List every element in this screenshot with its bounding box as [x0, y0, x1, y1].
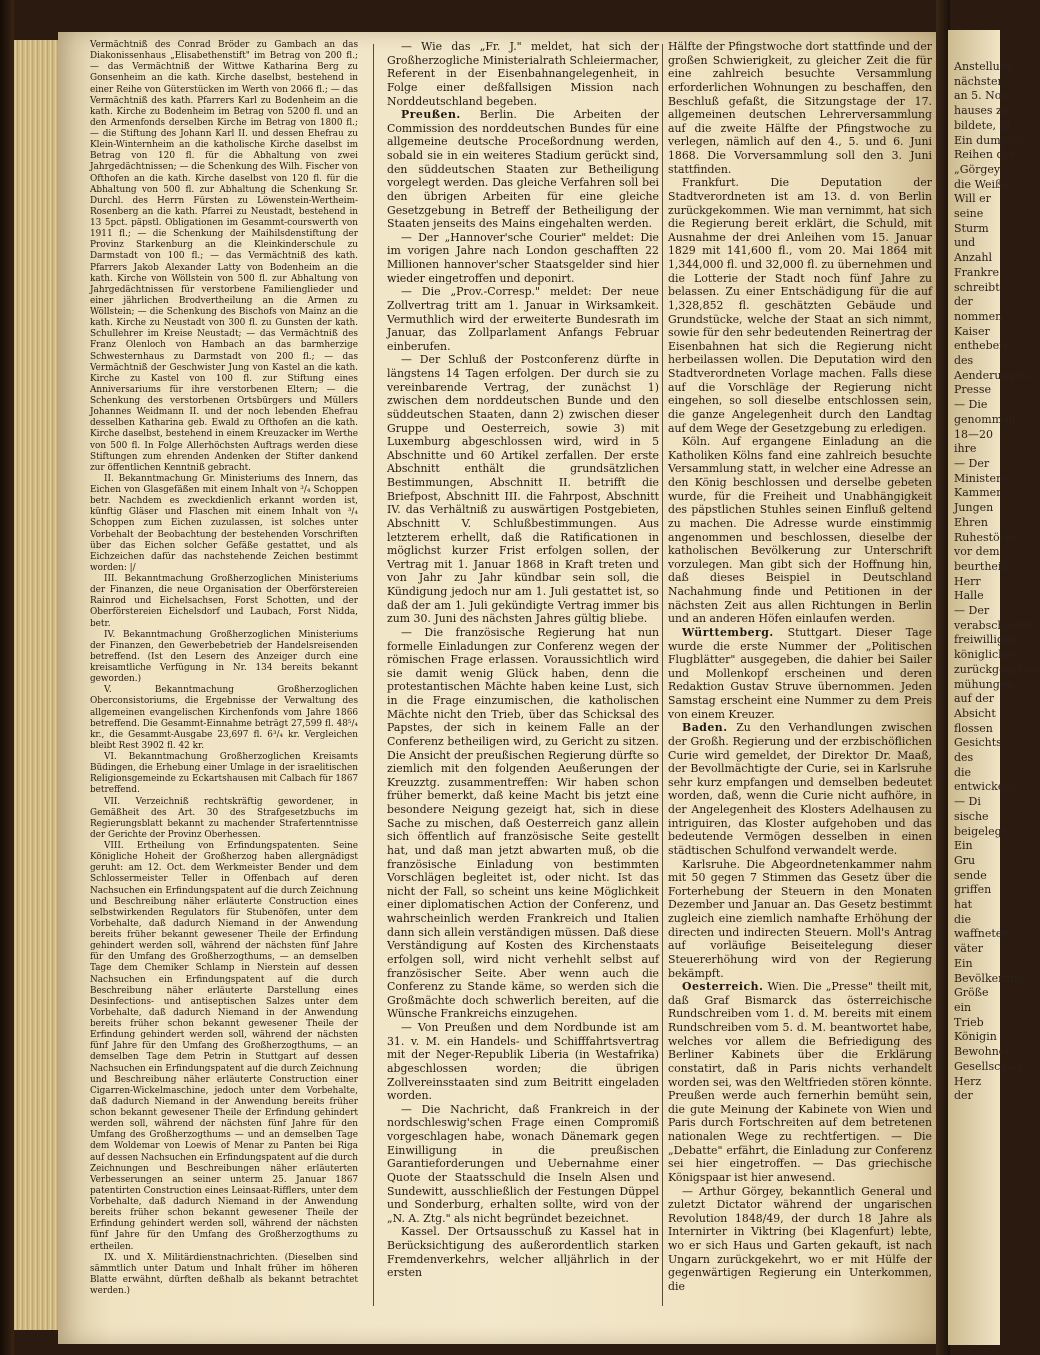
adjacent-page-line: Königin	[954, 1030, 997, 1044]
paragraph: — Die französische Regierung hat nun formelle Einladungen zur Conferenz wegen der römischen Frage erlassen. Voraussichtlich wird sie damit wenig Glück haben, denn die protestantischen Mächte haben keine Lust, sich in die Frage einzumischen, die katholischen Mächte nicht den Trieb, über das Schicksal des Papstes, der sich in keinem Falle an der Conferenz betheiligen wird, zu Gericht zu sitzen. Die Ansicht der preußischen Regierung dürfte so ziemlich mit den folgenden Aeußerungen der Kreuzztg. zusammentreffen: Wir haben schon früher bemerkt, daß keine Macht bis jetzt eine besondere Neigung gezeigt hat, sich in diese Sache zu mischen, daß Oesterreich ganz allein sich öffentlich auf französische Seite gestellt hat, und daß man jetzt abwarten muß, ob die französische Einladung von bestimmten Vorschlägen begleitet ist, oder nicht. Ist das nicht der Fall, so scheint uns keine Möglichkeit einer diplomatischen Action der Conferenz, und wahrscheinlich werden Frankreich und Italien dann sich allein verständigen müssen. Daß diese Verständigung auf Kosten des Kirchenstaats erfolgen soll, wird nicht verhehlt selbst auf französischer Seite. Aber wenn auch die Conferenz zu Stande käme, so werden sich die Großmächte doch schwerlich bereiten, auf die Wünsche Frankreichs einzugehen.	[387, 625, 659, 1021]
adjacent-page-line: seine	[954, 207, 984, 221]
paragraph: Kassel. Der Ortsausschuß zu Kassel hat in Berücksichtigung des außerordentlich starken Fremdenverkehrs, welcher alljährlich in der ersten	[387, 1225, 659, 1280]
column-divider	[373, 44, 374, 1306]
adjacent-page-line: „Görgey	[954, 162, 1001, 176]
adjacent-page-line: entwickeln	[954, 780, 1015, 794]
adjacent-page-line: Halle	[954, 589, 984, 603]
adjacent-page-line: Anzahl	[954, 251, 992, 265]
adjacent-page-line: ein	[954, 1001, 972, 1014]
adjacent-page-line: die	[954, 765, 972, 779]
adjacent-page-line: nommen	[954, 309, 1003, 323]
adjacent-page-line: nächsten	[954, 74, 1005, 88]
adjacent-page-line: Ein dumpfes	[954, 133, 1024, 147]
book-cover-edge	[0, 0, 14, 1355]
adjacent-page-text	[954, 60, 1040, 1104]
adjacent-page-line: — Di	[954, 795, 981, 809]
paragraph-with-heading	[668, 626, 932, 721]
paragraph: Berlin. Die Arbeiten der Commission des norddeutschen Bundes für eine allgemeine deutsche Proceßordnung werden, sobald sie in ein weiteres Stadium gerückt sind, den süddeutschen Staaten zur Betheiligung vorgelegt werden. Das gleiche Verfahren soll bei den übrigen Arbeiten für eine gleiche Gesetzgebung in Betreff der Betheiligung der Staaten jenseits des Mains eingehalten werden.	[387, 108, 659, 231]
adjacent-page-line: — Der	[954, 604, 990, 618]
adjacent-page-line: entheben	[954, 339, 1007, 353]
adjacent-page-line: Herr	[954, 574, 981, 588]
adjacent-page-line: väter	[954, 942, 983, 956]
adjacent-page-line: zurückgegeben	[954, 662, 1040, 676]
paragraph: — Die Nachricht, daß Frankreich in der nordschleswig'schen Frage einen Compromiß vorgeschlagen habe, wonach Dänemark gegen Einwilligung in die preußischen Garantieforderungen und Uebernahme einer Quote der Staatsschuld die Inseln Alsen und Sundewitt, ausschließlich der Festungen Düppel und Sonderburg, erhalten sollte, wird von der „N. A. Ztg." als nicht begründet bezeichnet.	[387, 1102, 659, 1225]
adjacent-page-line: Ruhestörer	[954, 530, 1017, 544]
adjacent-page-edge	[948, 30, 1040, 1345]
paragraph: VII. Verzeichniß rechtskräftig gewordener, in Gemäßheit des Art. 30 des Strafgesetzbuchs im Regierungsblatt bekannt zu machender Strafertenntnisse der Gerichte der Provinz Oberhessen.	[90, 796, 358, 840]
page-stack-edge	[14, 40, 60, 1330]
adjacent-page-line: der	[954, 295, 973, 309]
adjacent-page-line: freiwilligen	[954, 633, 1018, 647]
adjacent-page-line: Reihen der	[954, 148, 1016, 162]
adjacent-page-line: schreibt	[954, 280, 1000, 294]
adjacent-page-line: Ministers	[954, 471, 1007, 485]
paragraph: — Arthur Görgey, bekanntlich General und zuletzt Dictator während der ungarischen Revolution 1848/49, der durch 18 Jahre als Internirter in Viktring (bei Klagenfurt) lebte, wo er sich Haus und Garten gekauft, ist nach Ungarn zurückgekehrt, wo er mit Hülfe der gegenwärtigen Regierung ein Unterkommen, die	[668, 1184, 932, 1293]
adjacent-page-line: auf der	[954, 692, 995, 706]
paragraph-with-heading	[387, 108, 659, 231]
section-heading-wuerttemberg: Württemberg.	[682, 625, 774, 639]
paragraph: Frankfurt. Die Deputation der Stadtverordneten ist am 13. d. von Berlin zurückgekommen. Wie man vernimmt, hat sich die Regierung bereit erklärt, die Schuld, mit Ausnahme der drei Anleihen vom 15. Januar 1829 mit 141,600 fl., vom 20. Mai 1864 mit 1,344,000 fl. und 32,000 fl. zu übernehmen und die Lotterie der Stadt noch fünf Jahre zu belassen. Zu einer Entschädigung für die auf 1,328,852 fl. geschätzten Gebäude und Grundstücke, welche der Staat an sich nimmt, sowie für den sehr bedeutenden Reinertrag der Eisenbahnen hat sich die Regierung nicht herbeilassen wollen. Die Deputation wird den Stadtverordneten Vorlage machen. Falls diese auf die Vorschläge der Regierung nicht eingehen, so soll dieselbe entschlossen sein, die ganze Angelegenheit durch den Landtag auf dem Wege der Gesetzgebung zu erledigen.	[668, 176, 932, 435]
adjacent-page-line: Ein	[954, 839, 973, 853]
adjacent-page-line: mühungen	[954, 677, 1014, 691]
adjacent-page-line: genommen	[954, 412, 1016, 426]
adjacent-page-line: die Weiße	[954, 177, 1009, 191]
adjacent-page-line: Kaiser	[954, 324, 990, 338]
adjacent-page-line: verabschiedet	[954, 618, 1033, 632]
section-heading-baden: Baden.	[682, 721, 728, 735]
paragraph: Zu den Verhandlungen zwischen der Großh. Regierung und der erzbischöflichen Curie wird gemeldet, der Direktor Dr. Maaß, der Bevollmächtigte der Curie, sei in Karlsruhe sehr kurz empfangen und demselben bedeutet worden, daß, wenn die Curie nicht aufhöre, in der Angelegenheit des Klosters Adelhausen zu intriguiren, das Kloster aufgehoben und das bedeutende Vermögen desselben in einen städtischen Schulfond verwandelt werde.	[668, 721, 932, 857]
adjacent-page-line: Trieb	[954, 1015, 984, 1029]
paragraph-with-heading	[668, 721, 932, 857]
adjacent-page-line: Ehren	[954, 515, 988, 529]
adjacent-page-line: Kammer	[954, 486, 1002, 500]
adjacent-page-line: beigelegt	[954, 824, 1007, 838]
adjacent-page-line: Will er	[954, 192, 991, 206]
paragraph-with-heading	[668, 980, 932, 1184]
adjacent-page-line: Absicht	[954, 706, 996, 720]
adjacent-page-line: der	[954, 1089, 973, 1103]
adjacent-page-line: und	[954, 236, 976, 250]
section-heading-oesterreich: Oesterreich.	[682, 980, 764, 994]
paragraph: — Von Preußen und dem Nordbunde ist am 31. v. M. ein Handels- und Schifffahrtsvertrag mit der Neger-Republik Liberia (in Westafrika) abgeschlossen worden; die übrigen Zollvereinsstaaten sind zum Beitritt eingeladen worden.	[387, 1021, 659, 1103]
adjacent-page-line: ihre	[954, 442, 977, 456]
adjacent-page-line: Frankre	[954, 265, 999, 279]
adjacent-page-line: waffneten	[954, 927, 1010, 941]
adjacent-page-line: Anstellung,	[954, 60, 1018, 73]
adjacent-page-line: griffen	[954, 883, 992, 897]
paragraph: III. Bekanntmachung Großherzoglichen Ministeriums der Finanzen, die neue Organisation der Oberförstereien Rainrod und Eichelsachsen, Forst Schotten, und der Oberförstereien Eichelsdorf und Laubach, Forst Nidda, betr.	[90, 574, 358, 629]
section-heading-preussen: Preußen.	[401, 108, 461, 122]
adjacent-page-line: Gesichts	[954, 736, 1002, 750]
paragraph: Hälfte der Pfingstwoche dort stattfinde und der großen Schwierigkeit, zu gleicher Zeit die für eine zahlreich besuchte Versammlung erforderlichen Wohnungen zu beschaffen, den Beschluß gefaßt, die Sitzungstage der 17. allgemeinen deutschen Lehrerversammlung auf die zweite Hälfte der Pfingstwoche zu verlegen, nämlich auf den 4., 5. und 6. Juni 1868. Die Vorversammlung soll den 3. Juni stattfinden.	[668, 40, 932, 176]
adjacent-page-line: flossen	[954, 721, 993, 735]
adjacent-page-line: hauses zu	[954, 104, 1009, 118]
adjacent-page-line: — Der	[954, 456, 990, 470]
column-3	[668, 40, 932, 1294]
adjacent-page-line: Aenderungen	[954, 368, 1030, 382]
adjacent-page-line: Jungen	[954, 501, 994, 515]
adjacent-page-line: — Die	[954, 398, 988, 412]
column-1	[90, 40, 358, 1297]
paragraph: V. Bekanntmachung Großherzoglichen Oberconsistoriums, die Ergebnisse der Verwaltung des allgemeinen evangelischen Kirchenfonds vom Jahre 1866 betreffend. Die Gesammt-Einnahme beträgt 27,599 fl. 48⁵/₄ kr., die Gesammt-Ausgabe 23,697 fl. 6³/₄ kr. Vergleichen bleibt Rest 3902 fl. 42 kr.	[90, 685, 358, 751]
adjacent-page-line: die	[954, 912, 972, 926]
adjacent-page-line: Bevölkerung	[954, 971, 1025, 985]
adjacent-page-line: 18—20	[954, 427, 993, 441]
column-2	[387, 40, 659, 1280]
adjacent-page-line: bildete, in	[954, 118, 1011, 132]
paragraph: — Wie das „Fr. J." meldet, hat sich der Großherzogliche Ministerialrath Schleiermacher, Referent in der Eisenbahnangelegenheit, in Folge einer deßfallsigen Mission nach Norddeutschland begeben.	[387, 40, 659, 108]
column-divider	[662, 44, 663, 1306]
adjacent-page-line: Gesellschaft	[954, 1059, 1023, 1073]
paragraph: — Der Schluß der Postconferenz dürfte in längstens 14 Tagen erfolgen. Der durch sie zu vereinbarende Vertrag, der zunächst 1) zwischen dem norddeutschen Bunde und den süddeutschen Staaten, dann 2) zwischen dieser Gruppe und Oesterreich, sowie 3) mit Luxemburg abgeschlossen wird, wird in 5 Abschnitte und 60 Artikel zerfallen. Der erste Abschnitt enthält die grundsätzlichen Bestimmungen, Abschnitt II. betrifft die Briefpost, Abschnitt III. die Fahrpost, Abschnitt IV. das Verhältniß zu auswärtigen Postgebieten, Abschnitt V. Schlußbestimmungen. Aus letzterem erhellt, daß die Ratificationen in möglichst kurzer Frist erfolgen sollen, der Vertrag mit 1. Januar 1868 in Kraft treten und von Jahr zu Jahr kündbar sein soll, die Kündigung jedoch nur am 1. Juli gestattet ist, so daß der am 1. Juli gekündigte Vertrag immer bis zum 30. Juni des nächsten Jahres gültig bliebe.	[387, 353, 659, 626]
paragraph: VI. Bekanntmachung Großherzoglichen Kreisamts Büdingen, die Erhebung einer Umlage in der israelitischen Religionsgemeinde zu Eckartshausen mit Calbach für 1867 betreffend.	[90, 752, 358, 796]
paragraph: IX. und X. Militärdienstnachrichten. (Dieselben sind sämmtlich unter Datum und Inhalt früher im höheren Blatte erwähnt, dürften deßhalb als bekannt betrachtet werden.)	[90, 1252, 358, 1296]
adjacent-page-line: hat	[954, 898, 973, 912]
paragraph: Karlsruhe. Die Abgeordnetenkammer nahm mit 50 gegen 7 Stimmen das Gesetz über die Forterhebung der Steuern in den Monaten Dezember und Januar an. Das Gesetz bestimmt zugleich eine ziemlich namhafte Erhöhung der directen und indirecten Steuern. Moll's Antrag auf vorläufige Beiseitelegung dieser Steuererhöhung wird von der Regierung bekämpft.	[668, 857, 932, 980]
paragraph: Stuttgart. Dieser Tage wurde die erste Nummer der „Politischen Flugblätter" ausgegeben, die dahier bei Sailer und Mollenkopf erscheinen und deren Redaktion Gustav Struve übernommen. Jeden Samstag erscheint eine Nummer zu dem Preis von einem Kreuzer.	[668, 625, 932, 721]
adjacent-page-line: Gru	[954, 853, 976, 867]
adjacent-page-line: des	[954, 751, 974, 765]
adjacent-page-line: beurtheilt	[954, 559, 1010, 573]
paragraph: Wien. Die „Presse" theilt mit, daß Graf Bismarck das österreichische Rundschreiben vom 1. d. M. bereits mit einem Rundschreiben vom 5. d. M. beantwortet habe, welches vor allem die Befriedigung des Berliner Kabinets über die Erklärung constatirt, daß in Paris nichts verhandelt worden sei, was den Weltfrieden stören könnte. Preußen werde auch fernerhin bemüht sein, die gute Meinung der Kabinete von Wien und Paris durch Fortschreiten auf dem betretenen nationalen Wege zu rechtfertigen. — Die „Debatte" erfährt, die Einladung zur Conferenz sei hier eingetroffen. — Das griechische Königspaar ist hier anwesend.	[668, 980, 932, 1184]
adjacent-page-line: Größe	[954, 986, 989, 1000]
adjacent-page-line: Bewohner	[954, 1045, 1011, 1059]
paragraph: IV. Bekanntmachung Großherzoglichen Ministeriums der Finanzen, den Gewerbebetrieb der Handelsreisenden betreffend. (Ist den Lesern des Anzeiger durch eine kreisamtliche Verfügung in Nr. 134 bereits bekannt geworden.)	[90, 629, 358, 685]
adjacent-page-line: des	[954, 354, 974, 368]
paragraph: Vermächtniß des Conrad Bröder zu Gambach an das Diakonissenhaus „Elisabethenstift" im Betrag von 200 fl.; — das Vermächtniß der Wittwe Katharina Berg zu Gonsenheim an die kath. Kirche daselbst, bestehend in einer Reihe von Güterstücken im Werth von 2066 fl.; — das Vermächtniß des kath. Pfarrers Karl zu Bodenheim an die kath. Kirche zu Bodenheim im Betrag von 5200 fl. und an den Armenfonds derselben Kirche im Betrag von 1800 fl.; — die Stiftung des Johann Karl II. und dessen Ehefrau zu Klein-Winternheim an die katholische Kirche daselbst im Betrag von 120 fl. für die Abhaltung von zwei Jahrgedächtnissen; — die Schenkung des Wilh. Fischer von Ofthofen an die kath. Kirche daselbst von 120 fl. für die Abhaltung von 500 fl. zur Abhaltung die Schenkung Sr. Durchl. des Herrn Fürsten zu Löwenstein-Wertheim-Rosenberg an die kath. Pfarrei zu Neustadt, bestehend in 13 5pct. päpstl. Obligationen im Gesammt-courswerth von 1911 fl.; — die Schenkung der Maihilsdenstiftung der Provinz Starkenburg an die Kleinkinderschule zu Darmstadt von 100 fl.; — das Vermächtniß des kath. Pfarrers Jakob Alexander Latty von Bodenheim an die kath. Kirche von Wöllstein von 500 fl. zur Abhaltung von Jahrgedächtnissen für verstorbene Familienglieder und einer jährlichen Brodvertheilung an die Armen zu Wöllstein; — die Schenkung des Bischofs von Mainz an die kath. Kirche zu Neustadt von 300 fl. zu Gunsten der kath. Schullehrer im Kreise Neustadt; — das Vermächtniß des Franz Olenloch von Hambach an das barmherzige Schwesternhaus zu Darmstadt von 200 fl.; — das Vermächtniß der Geschwister Jung von Kastel an die kath. Kirche zu Kastel von 100 fl. zur Stiftung eines Anniversariums für ihre verstorbenen Eltern; — die Schenkung des verstorbenen Ortsbürgers und Müllers Johannes Weidmann II. und der noch lebenden Ehefrau desselben Katharina geb. Ewald zu Ofthofen an die kath. Kirche daselbst, bestehend in einem Kreuzacker im Werthe von 500 fl. In Folge Allerhöchsten Auftrags werden diese Stiftungen zum ehrenden Andenken der Stifter dankend zur öffentlichen Kenntniß gebracht.	[90, 40, 358, 473]
adjacent-page-line: Presse	[954, 383, 991, 397]
adjacent-page-line: Sturm	[954, 221, 989, 235]
adjacent-page-line: königlichen	[954, 648, 1019, 662]
adjacent-page-line: Herz	[954, 1074, 982, 1088]
paragraph: — Die „Prov.-Corresp." meldet: Der neue Zollvertrag tritt am 1. Januar in Wirksamkeit. Vermuthlich wird der erweiterte Bundesrath im Januar, das Zollparlament Anfangs Februar einberufen.	[387, 285, 659, 353]
adjacent-page-line: sende	[954, 868, 987, 882]
adjacent-page-line: sische	[954, 809, 989, 823]
adjacent-page-line: Ein	[954, 956, 973, 970]
paragraph: — Der „Hannover'sche Courier" meldet: Die im vorigen Jahre nach London geschafften 22 Millionen hannover'scher Staatsgelder sind hier wieder eingetroffen und deponirt.	[387, 230, 659, 285]
paragraph: VIII. Ertheilung von Erfindungspatenten. Seine Königliche Hoheit der Großherzog haben allergnädigst geruht: am 12. Oct. dem Werkmeister Bender und dem Schlossermeister Teller in Offenbach auf deren Nachsuchen ein Erfindungspatent auf die durch Zeichnung und Beschreibung näher erläuterte Construction eines selbstwirkenden Regulators für Stubenöfen, unter dem Vorbehalte, daß dadurch Niemand in der Anwendung bereits früher bekannt gewesener Theile der Erfindung gehindert werden soll, während der nächsten fünf Jahre für den Umfang des Großherzogthums, — an demselben Tage dem Chemiker Schlamp in Nierstein auf dessen Nachsuchen ein Erfindungspatent auf die durch Beschreibung näher erläuterte Darstellung eines Desinfections- und antiseptischen Salzes unter dem Vorbehalte, daß dadurch Niemand in der Anwendung bereits früher schon bekannt gewesener Theile der Erfindung gehindert werden soll, während der nächsten fünf Jahre für den Umfang des Großherzogthums, — an demselben Tage dem Petrin in Stuttgart auf dessen Nachsuchen ein Erfindungspatent auf die durch Zeichnung und Beschreibung näher erläuterte Construction einer Cigarren-Wickelmaschine, jedoch unter dem Vorbehalte, daß dadurch Niemand in der Anwendung bereits früher schon bekannt gewesener Theile der Erfindung gehindert werden soll, während der nächsten fünf Jahre für den Umfang des Großherzogthums — und an demselben Tage dem Woldemar von Loewis of Menar zu Panten bei Riga auf dessen Nachsuchen ein Erfindungspatent auf die durch Zeichnungen und Beschreibungen näher erläuterten Verbesserungen an seiner unterm 25. Januar 1867 patentirten Construction eines Leinsaat-Rifflers, unter dem Vorbehalte, daß dadurch Niemand in der Anwendung bereits früher schon bekannt gewesener Theile der Erfindung gehindert werden soll, während der nächsten fünf Jahre für den Umfang des Großherzogthums zu ertheilen.	[90, 841, 358, 1252]
paragraph: Köln. Auf ergangene Einladung an die Katholiken Kölns fand eine zahlreich besuchte Versammlung statt, in welcher eine Adresse an den König beschlossen und derselbe gebeten wurde, für die Freiheit und Unabhängigkeit des päpstlichen Stuhles seinen Einfluß geltend zu machen. Die Adresse wurde einstimmig angenommen und beschlossen, dieselbe der katholischen Bevölkerung zur Unterschrift vorzulegen. Man gibt sich der Hoffnung hin, daß dieses Beispiel in Deutschland Nachahmung finde und Petitionen in der nächsten Zeit aus allen Richtungen in Berlin und an anderen Höfen einlaufen werden.	[668, 435, 932, 626]
adjacent-page-line: vor dem	[954, 545, 1000, 559]
paragraph: II. Bekanntmachung Gr. Ministeriums des Innern, das Eichen von Glasgefäßen mit einem Inhalt von ³/₄ Schoppen betr. Nachdem es zweckdienlich erkannt worden ist, künftig Gläser und Flaschen mit einem Inhalt von ³/₄ Schoppen zum Eichen zuzulassen, ist solches unter Vorbehalt der Beobachtung der bestehenden Vorschriften über das Eichen solcher Gefäße gestattet, und als Eichzeichen dafür das nachstehende Zeichen bestimmt worden: |/	[90, 473, 358, 573]
adjacent-page-line: an 5. Nov.	[954, 89, 1010, 103]
